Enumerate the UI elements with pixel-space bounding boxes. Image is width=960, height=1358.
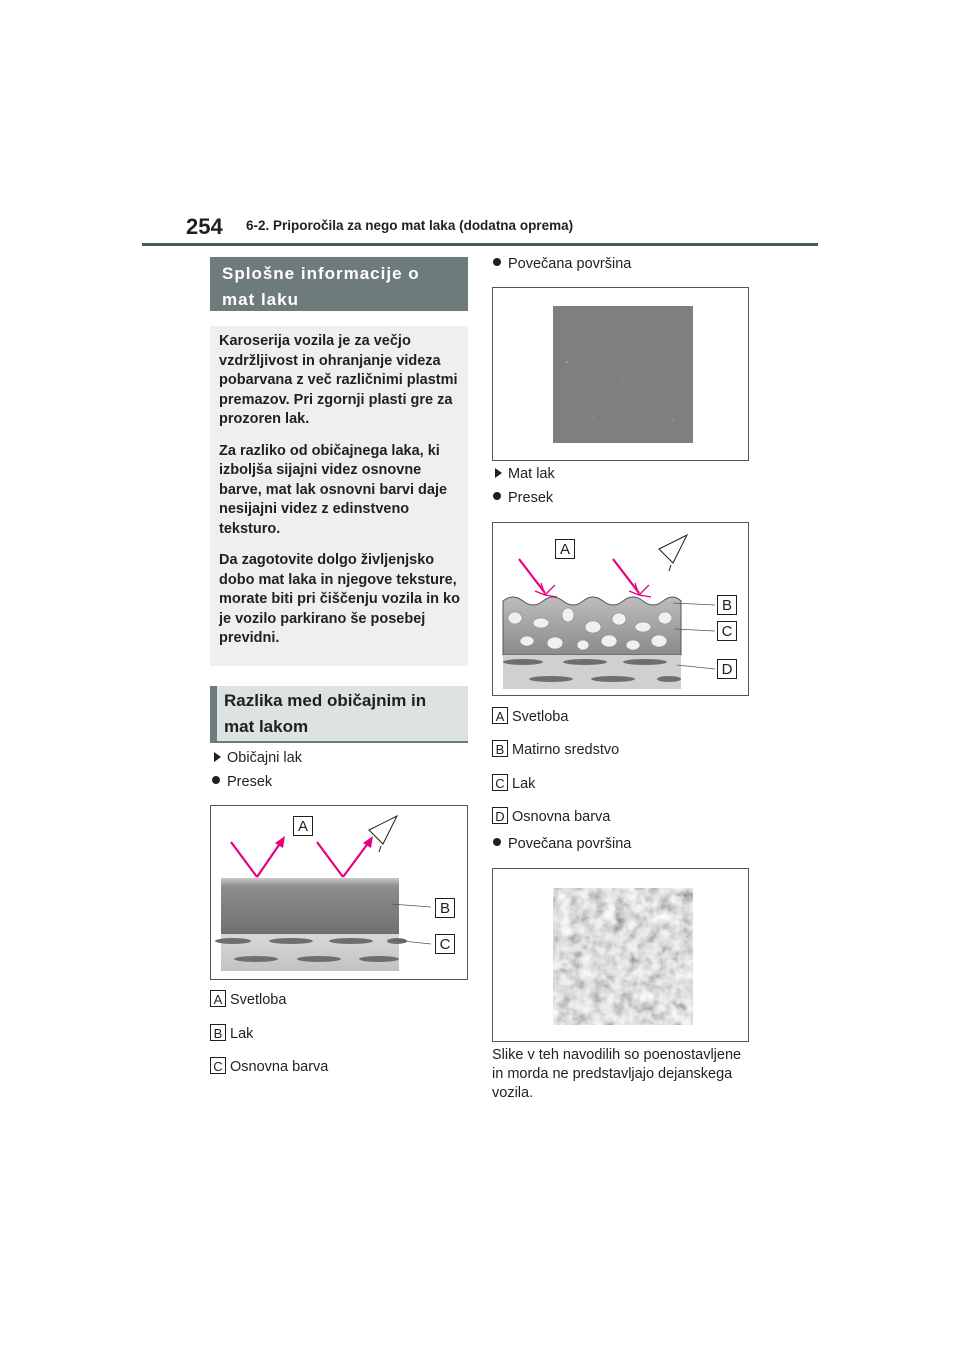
bullet-text: Povečana površina [508, 256, 632, 272]
bullet-enlarged-surface-bottom [493, 836, 631, 852]
figure-label-d: D [717, 659, 737, 679]
info-paragraph-2: Za razliko od običajnega laka, ki izboljša sijajni videz osnovne barve, mat lak osnovni barvi daje nesijajni videz z edinstveno teksturo. [219, 442, 448, 537]
chapter-title: 6-2. Priporočila za nego mat laka (dodatna oprema) [246, 218, 574, 233]
sub-heading-regular-paint [214, 750, 302, 766]
legend-item-a-right [492, 707, 568, 725]
sub-heading-matte-paint [495, 466, 555, 482]
figure-label-c: C [435, 934, 455, 954]
section-heading-difference [210, 686, 468, 742]
page-number: 254 [186, 214, 223, 239]
disclaimer-note: Slike v teh navodilih so poenostavljene in morda ne predstavljajo dejanskega vozila. [492, 1047, 742, 1101]
legend-text: Matirno sredstvo [512, 742, 620, 758]
triangle-bullet-icon [495, 468, 502, 478]
legend-text: Osnovna barva [512, 809, 611, 825]
legend-item-b-right [492, 740, 619, 758]
figure-matte-paint-section [492, 522, 749, 696]
header-rule [142, 243, 818, 246]
figure-label-a: A [555, 539, 575, 559]
heading-accent-bar [210, 686, 217, 742]
figure-regular-paint-section [210, 805, 468, 980]
legend-key-c: C [210, 1057, 226, 1074]
bullet-dot-icon [493, 258, 501, 266]
legend-text: Lak [512, 776, 536, 792]
light-reflection-arrows [231, 836, 373, 877]
section-heading-general-info [210, 257, 468, 311]
bullet-cross-section-right [493, 490, 553, 506]
legend-text: Osnovna barva [230, 1059, 329, 1075]
triangle-bullet-icon [214, 752, 221, 762]
legend-key-a: A [492, 707, 508, 724]
figure-label-c: C [717, 621, 737, 641]
legend-item-c-left [210, 1057, 328, 1075]
eye-icon [369, 816, 397, 852]
legend-item-d-right [492, 807, 610, 825]
bullet-text: Presek [508, 490, 554, 506]
matte-surface-image [493, 869, 748, 1041]
section-heading-line2: mat laku [222, 290, 299, 309]
bullet-text: Povečana površina [508, 836, 632, 852]
bullet-dot-icon [493, 492, 501, 500]
legend-text: Lak [230, 1026, 254, 1042]
section2-heading-line2: mat lakom [224, 717, 309, 736]
bullet-dot-icon [212, 776, 220, 784]
sub-heading-text: Običajni lak [227, 750, 302, 766]
legend-text: Svetloba [512, 709, 569, 725]
bullet-text: Presek [227, 774, 273, 790]
figure-matte-surface-closeup [492, 868, 749, 1042]
legend-item-b-left [210, 1024, 253, 1042]
info-box [210, 326, 468, 666]
section2-heading-line1: Razlika med običajnim in [224, 691, 427, 710]
figure-label-a: A [293, 816, 313, 836]
legend-key-d: D [492, 807, 508, 824]
figure-label-b: B [435, 898, 455, 918]
legend-key-c: C [492, 774, 508, 791]
legend-key-b: B [492, 740, 508, 757]
section2-underline [210, 741, 468, 743]
info-paragraph-1: Karoserija vozila je za večjo vzdržljivost in ohranjanje videza pobarvana z več različnimi plastmi premazov. Pri zgornji plasti gre za prozoren lak. [219, 333, 458, 427]
bullet-enlarged-surface-top [493, 256, 631, 272]
sub-heading-text: Mat lak [508, 466, 555, 482]
figure-label-b: B [717, 595, 737, 615]
eye-icon [659, 535, 687, 571]
legend-key-a: A [210, 990, 226, 1007]
info-paragraph-3: Da zagotovite dolgo življenjsko dobo mat laka in njegove teksture, morate biti pri čiščenju vozila in ko je vozilo parkirano še posebej previdni. [219, 552, 460, 646]
matte-light-arrows [519, 559, 639, 593]
legend-text: Svetloba [230, 992, 287, 1008]
legend-item-c-right [492, 774, 535, 792]
lak-layer [221, 878, 399, 934]
matte-paint-diagram [493, 523, 748, 695]
regular-paint-diagram [211, 806, 467, 979]
section-heading-line1: Splošne informacije o [222, 264, 420, 283]
legend-key-b: B [210, 1024, 226, 1041]
legend-item-a-left [210, 990, 286, 1008]
figure-regular-surface-closeup [492, 287, 749, 461]
regular-surface-image [493, 288, 748, 460]
bullet-cross-section-left [212, 774, 272, 790]
bullet-dot-icon [493, 838, 501, 846]
leader-d [677, 665, 715, 669]
